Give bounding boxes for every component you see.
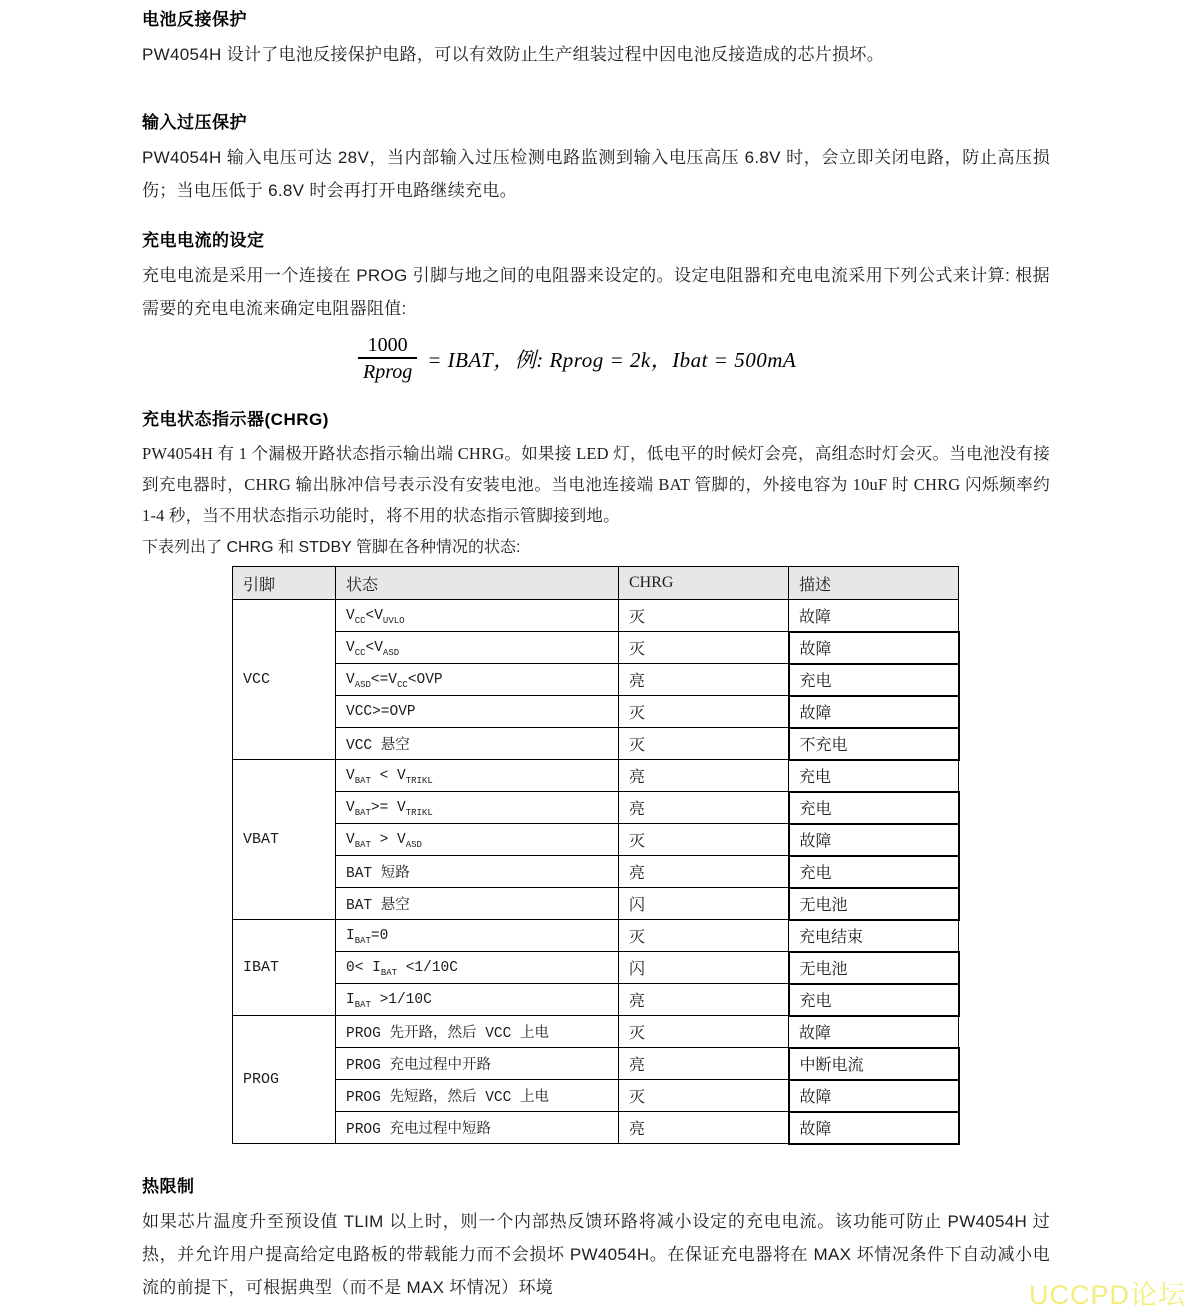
table-body — [233, 600, 959, 1144]
watermark: UCCPD论坛 — [1028, 1280, 1186, 1310]
charge-current-heading: 充电电流的设定 — [142, 231, 265, 250]
battery-reverse-heading: 电池反接保护 — [142, 10, 247, 29]
desc-cell: 故障 — [789, 1016, 959, 1048]
desc-cell: 故障 — [789, 824, 959, 856]
battery-reverse-paragraph: PW4054H 设计了电池反接保护电路，可以有效防止生产组装过程中因电池反接造成的芯片损坏。 — [142, 45, 885, 64]
chrg-cell: 亮 — [619, 664, 789, 696]
state-cell: PROG 先短路，然后 VCC 上电 — [336, 1080, 619, 1112]
section-charge-current-setting — [142, 229, 1050, 384]
table-intro-text: 下表列出了 CHRG 和 STDBY 管脚在各种情况的状态: — [142, 539, 521, 556]
section-input-overvoltage-protection — [142, 111, 1050, 207]
chrg-cell: 灭 — [619, 600, 789, 632]
chrg-cell: 闪 — [619, 888, 789, 920]
header-pin: 引脚 — [233, 567, 336, 600]
state-cell: $I_{BAT}=0$ — [336, 920, 619, 952]
table-row — [233, 600, 959, 632]
thermal-limit-heading: 热限制 — [142, 1176, 195, 1196]
chrg-cell: 亮 — [619, 792, 789, 824]
table-row — [233, 696, 959, 728]
state-cell: $V_{BAT} < V_{TRIKL}$ — [336, 760, 619, 792]
table-row — [233, 760, 959, 792]
header-desc: 描述 — [789, 567, 959, 600]
formula-numerator: 1000 — [367, 334, 408, 356]
table-row — [233, 632, 959, 664]
desc-cell: 故障 — [789, 600, 959, 632]
desc-cell: 中断电流 — [789, 1048, 959, 1080]
chrg-cell: 亮 — [619, 1048, 789, 1080]
chrg-cell: 灭 — [619, 696, 789, 728]
table-row — [233, 1112, 959, 1144]
table-row — [233, 792, 959, 824]
input-ovp-paragraph: PW4054H 输入电压可达 28V，当内部输入过压检测电路监测到输入电压高压 6.8V 时，会立即关闭电路，防止高压损伤；当电压低于 6.8V 时会再打开电路继续充电。 — [142, 148, 1050, 200]
table-row — [233, 984, 959, 1016]
table-row — [233, 664, 959, 696]
chrg-status-table — [232, 566, 960, 1145]
formula-denominator: Rprog — [358, 357, 417, 384]
state-cell: PROG 充电过程中短路 — [336, 1112, 619, 1144]
desc-cell: 故障 — [789, 696, 959, 728]
desc-cell: 充电 — [789, 792, 959, 824]
chrg-cell: 闪 — [619, 952, 789, 984]
chrg-indicator-heading: 充电状态指示器(CHRG) — [142, 410, 329, 429]
section-thermal-limit — [142, 1175, 1050, 1304]
desc-cell: 无电池 — [789, 888, 959, 920]
chrg-cell: 亮 — [619, 1112, 789, 1144]
charge-current-paragraph: 充电电流是采用一个连接在 PROG 引脚与地之间的电阻器来设定的。设定电阻器和充电电流采用下列公式来计算: 根据需要的充电电流来确定电阻器阻值: — [142, 266, 1050, 318]
chrg-cell: 灭 — [619, 1016, 789, 1048]
header-state: 状态 — [336, 567, 619, 600]
chrg-indicator-paragraph: PW4054H 有 1 个漏极开路状态指示输出端 CHRG。如果接 LED 灯，低电平的时候灯会亮，高组态时灯会灭。当电池没有接到充电器时，CHRG 输出脉冲信号表示没有安装电池。当电池连接端 BAT 管脚的，外接电容为 10uF 时 CHRG 闪烁频率约 1-4 秒，当不用状态指示功能时，将不用的状态指示管脚接到地。 — [142, 444, 1050, 525]
state-cell: $V_{BAT} > V_{ASD}$ — [336, 824, 619, 856]
desc-cell: 充电结束 — [789, 920, 959, 952]
section-battery-reverse-protection — [142, 8, 1050, 71]
table-row — [233, 824, 959, 856]
table-header-row — [233, 567, 959, 600]
pin-cell-ibat: IBAT — [233, 920, 336, 1016]
chrg-cell: 灭 — [619, 728, 789, 760]
desc-cell: 充电 — [789, 664, 959, 696]
state-cell: $V_{ASD}<=V_{CC}<OVP$ — [336, 664, 619, 696]
section-chrg-indicator — [142, 408, 1050, 1145]
table-row — [233, 920, 959, 952]
state-cell: BAT 悬空 — [336, 888, 619, 920]
desc-cell: 无电池 — [789, 952, 959, 984]
chrg-cell: 亮 — [619, 760, 789, 792]
desc-cell: 故障 — [789, 1080, 959, 1112]
chrg-cell: 亮 — [619, 984, 789, 1016]
desc-cell: 不充电 — [789, 728, 959, 760]
chrg-cell: 灭 — [619, 824, 789, 856]
desc-cell: 故障 — [789, 1112, 959, 1144]
chrg-cell: 灭 — [619, 1080, 789, 1112]
state-cell: $V_{CC}<V_{UVLO}$ — [336, 600, 619, 632]
input-ovp-heading: 输入过压保护 — [142, 113, 247, 132]
table-row — [233, 888, 959, 920]
table-row — [233, 728, 959, 760]
table-row — [233, 1048, 959, 1080]
formula-expression: = IBAT，例: Rprog = 2k，Ibat = 500mA — [427, 347, 797, 372]
table-row — [233, 1080, 959, 1112]
state-cell: $0< I_{BAT} <1/10C$ — [336, 952, 619, 984]
thermal-limit-paragraph: 如果芯片温度升至预设值 TLIM 以上时，则一个内部热反馈环路将减小设定的充电电流。该功能可防止 PW4054H 过热，并允许用户提高给定电路板的带载能力而不会损坏 PW4054H。在保证充电器将在 MAX 坏情况条件下自动减小电流的前提下，可根据典型（而不是 MAX 坏情况）环境 — [142, 1211, 1050, 1297]
state-cell: VCC 悬空 — [336, 728, 619, 760]
pin-cell-prog: PROG — [233, 1016, 336, 1144]
state-cell: PROG 充电过程中开路 — [336, 1048, 619, 1080]
state-cell: $V_{BAT}>= V_{TRIKL}$ — [336, 792, 619, 824]
formula-fraction — [358, 333, 417, 384]
chrg-cell: 亮 — [619, 856, 789, 888]
page-content — [142, 8, 1050, 1304]
state-cell: $I_{BAT} >1/10C$ — [336, 984, 619, 1016]
pin-cell-vbat: VBAT — [233, 760, 336, 920]
table-row — [233, 952, 959, 984]
state-cell: VCC>=OVP — [336, 696, 619, 728]
chrg-cell: 灭 — [619, 920, 789, 952]
desc-cell: 充电 — [789, 856, 959, 888]
header-chrg: CHRG — [619, 567, 789, 600]
pin-cell-vcc: VCC — [233, 600, 336, 760]
chrg-cell: 灭 — [619, 632, 789, 664]
state-cell: BAT 短路 — [336, 856, 619, 888]
table-row — [233, 1016, 959, 1048]
desc-cell: 充电 — [789, 760, 959, 792]
desc-cell: 故障 — [789, 632, 959, 664]
state-cell: $V_{CC}<V_{ASD}$ — [336, 632, 619, 664]
desc-cell: 充电 — [789, 984, 959, 1016]
state-cell: PROG 先开路，然后 VCC 上电 — [336, 1016, 619, 1048]
table-row — [233, 856, 959, 888]
charge-current-formula — [358, 333, 1050, 384]
